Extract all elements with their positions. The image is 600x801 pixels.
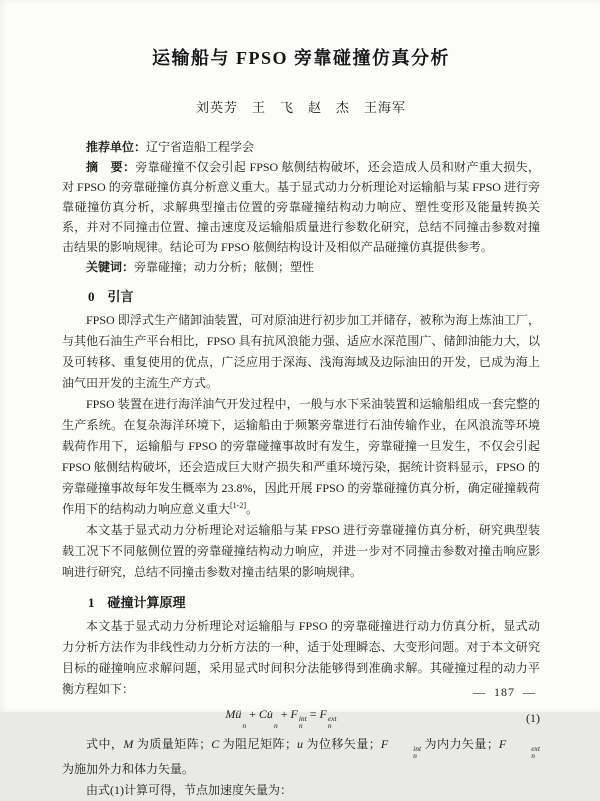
symbol-external-force-scripts: ext n [531,744,540,760]
equation-1 [62,707,540,729]
eq-term-internal-force-scripts: int n [298,714,307,730]
eq-equals: = [309,707,317,721]
eq-term-internal-force: F [290,707,298,721]
eq-term-damping: Cu̇ [258,707,273,721]
symbol-external-force: F [498,737,507,751]
theory-paragraph-1: 本文基于显式动力分析理论对运输船与 FPSO 的旁靠碰撞进行动力仿真分析，显式动力分析方法作为非线性动力分析方法的一种，适于处理瞬态、大变形问题。对于本文研究目标的碰撞响应求解问题，采用显式时间积分法能够得到准确求解。其碰撞过程的动力平衡方程如下： [62,619,540,696]
symbol-displacement: u [297,737,304,751]
desc-internal-force: 为内力矢量； [421,737,499,751]
symbol-mass-matrix: M [123,737,134,751]
recommend-label: 推荐单位： [86,140,147,154]
theory-paragraph-followup: 由式(1)计算可得，节点加速度矢量为： [86,783,292,797]
eq-term-mass: Mü [225,707,242,721]
equation-explanation [62,734,540,780]
section-heading-introduction: 0 引言 [88,289,134,304]
intro-paragraph-2 [62,394,540,520]
eq-term-damping-sub: n [273,721,278,730]
eq-term-mass-sub: n [242,721,247,730]
abstract-label: 摘 要： [86,160,136,174]
recommend-value: 辽宁省造船工程学会 [146,140,255,154]
intro-paragraph-2-end: 。 [246,502,259,516]
symbol-internal-force: F [380,737,389,751]
intro-paragraph-3: 本文基于显式动力分析理论对运输船与某 FPSO 进行旁靠碰撞仿真分析，研究典型装载工况下不同舷侧位置的旁靠碰撞结构动力响应，并进一步对不同撞击参数对撞击响应影响进行研究，总结不同撞击参数对撞击结果的影响规律。 [62,523,540,579]
equation-1-number: (1) [526,710,540,725]
recommend-line [62,137,540,157]
intro-paragraph-2-text: FPSO 装置在进行海洋油气开发过程中，一般与水下采油装置和运输船组成一套完整的生产系统。在复杂海洋环境下，运输船由于频繁旁靠进行石油传输作业，在风浪流等环境载荷作用下，运输船与 FPSO 的旁靠碰撞事故时有发生，旁靠碰撞一旦发生，不仅会引起 FPSO 舷侧结构破坏，还会造成巨大财产损失和严重环境污染，据统计资料显示，FPSO 的旁靠碰撞事故每年发生概率为 23.8%，因此开展 FPSO 的旁靠碰撞仿真分析，确定碰撞载荷作用下的结构动力响应意义重大 [62,397,540,516]
authors-line: 刘英芳 王 飞 赵 杰 王海军 [195,100,406,115]
abstract [62,157,540,257]
intro-paragraph-1: FPSO 即浮式生产储卸油装置，可对原油进行初步加工并储存，被称为海上炼油工厂，与其他石油生产平台相比，FPSO 具有抗风浪能力强、适应水深范围广、储卸油能力大，以及可转移、重复使用的优点，广泛应用于深海、浅海海域及边际油田的开发，已成为海上油气田开发的主流生产方式。 [62,313,540,390]
page-number: — 187 — [473,685,536,699]
desc-damping-matrix: 为阻尼矩阵； [219,737,298,751]
keywords-label: 关键词： [86,260,135,274]
explain-lead: 式中， [86,737,124,751]
page-title: 运输船与 FPSO 旁靠碰撞仿真分析 [151,48,450,68]
desc-mass-matrix: 为质量矩阵； [133,737,212,751]
citation-1-2: [1-2] [230,501,247,510]
keywords-text: 旁靠碰撞；动力分析；舷侧；塑性 [134,260,315,274]
keywords [62,257,540,277]
eq-term-external-force: F [319,707,327,721]
abstract-text: 旁靠碰撞不仅会引起 FPSO 舷侧结构破坏，还会造成人员和财产重大损失，对 FPSO 的旁靠碰撞仿真分析意义重大。基于显式动力分析理论对运输船与某 FPSO 进行旁靠碰撞仿真分析，求解典型撞击位置的旁靠碰撞结构动力响应、塑性变形及能量转换关系，并对不同撞击位置、撞击速度及运输船质量进行参数化研究，总结不同撞击参数对撞击结果的影响规律。结论可为 FPSO 舷侧结构设计及相似产品碰撞仿真提供参考。 [62,160,540,254]
eq-term-external-force-scripts: ext n [327,714,337,730]
desc-displacement: 为位移矢量； [303,737,381,751]
eq-plus-1: + [249,707,256,721]
symbol-internal-force-scripts: int n [413,744,422,760]
symbol-damping-matrix: C [211,737,220,751]
desc-external-force: 为施加外力和体力矢量。 [62,762,195,776]
front-matter [62,137,540,277]
eq-plus-2: + [280,707,288,721]
section-heading-collision-theory: 1 碰撞计算原理 [88,595,186,610]
equation-1-body [62,707,500,729]
